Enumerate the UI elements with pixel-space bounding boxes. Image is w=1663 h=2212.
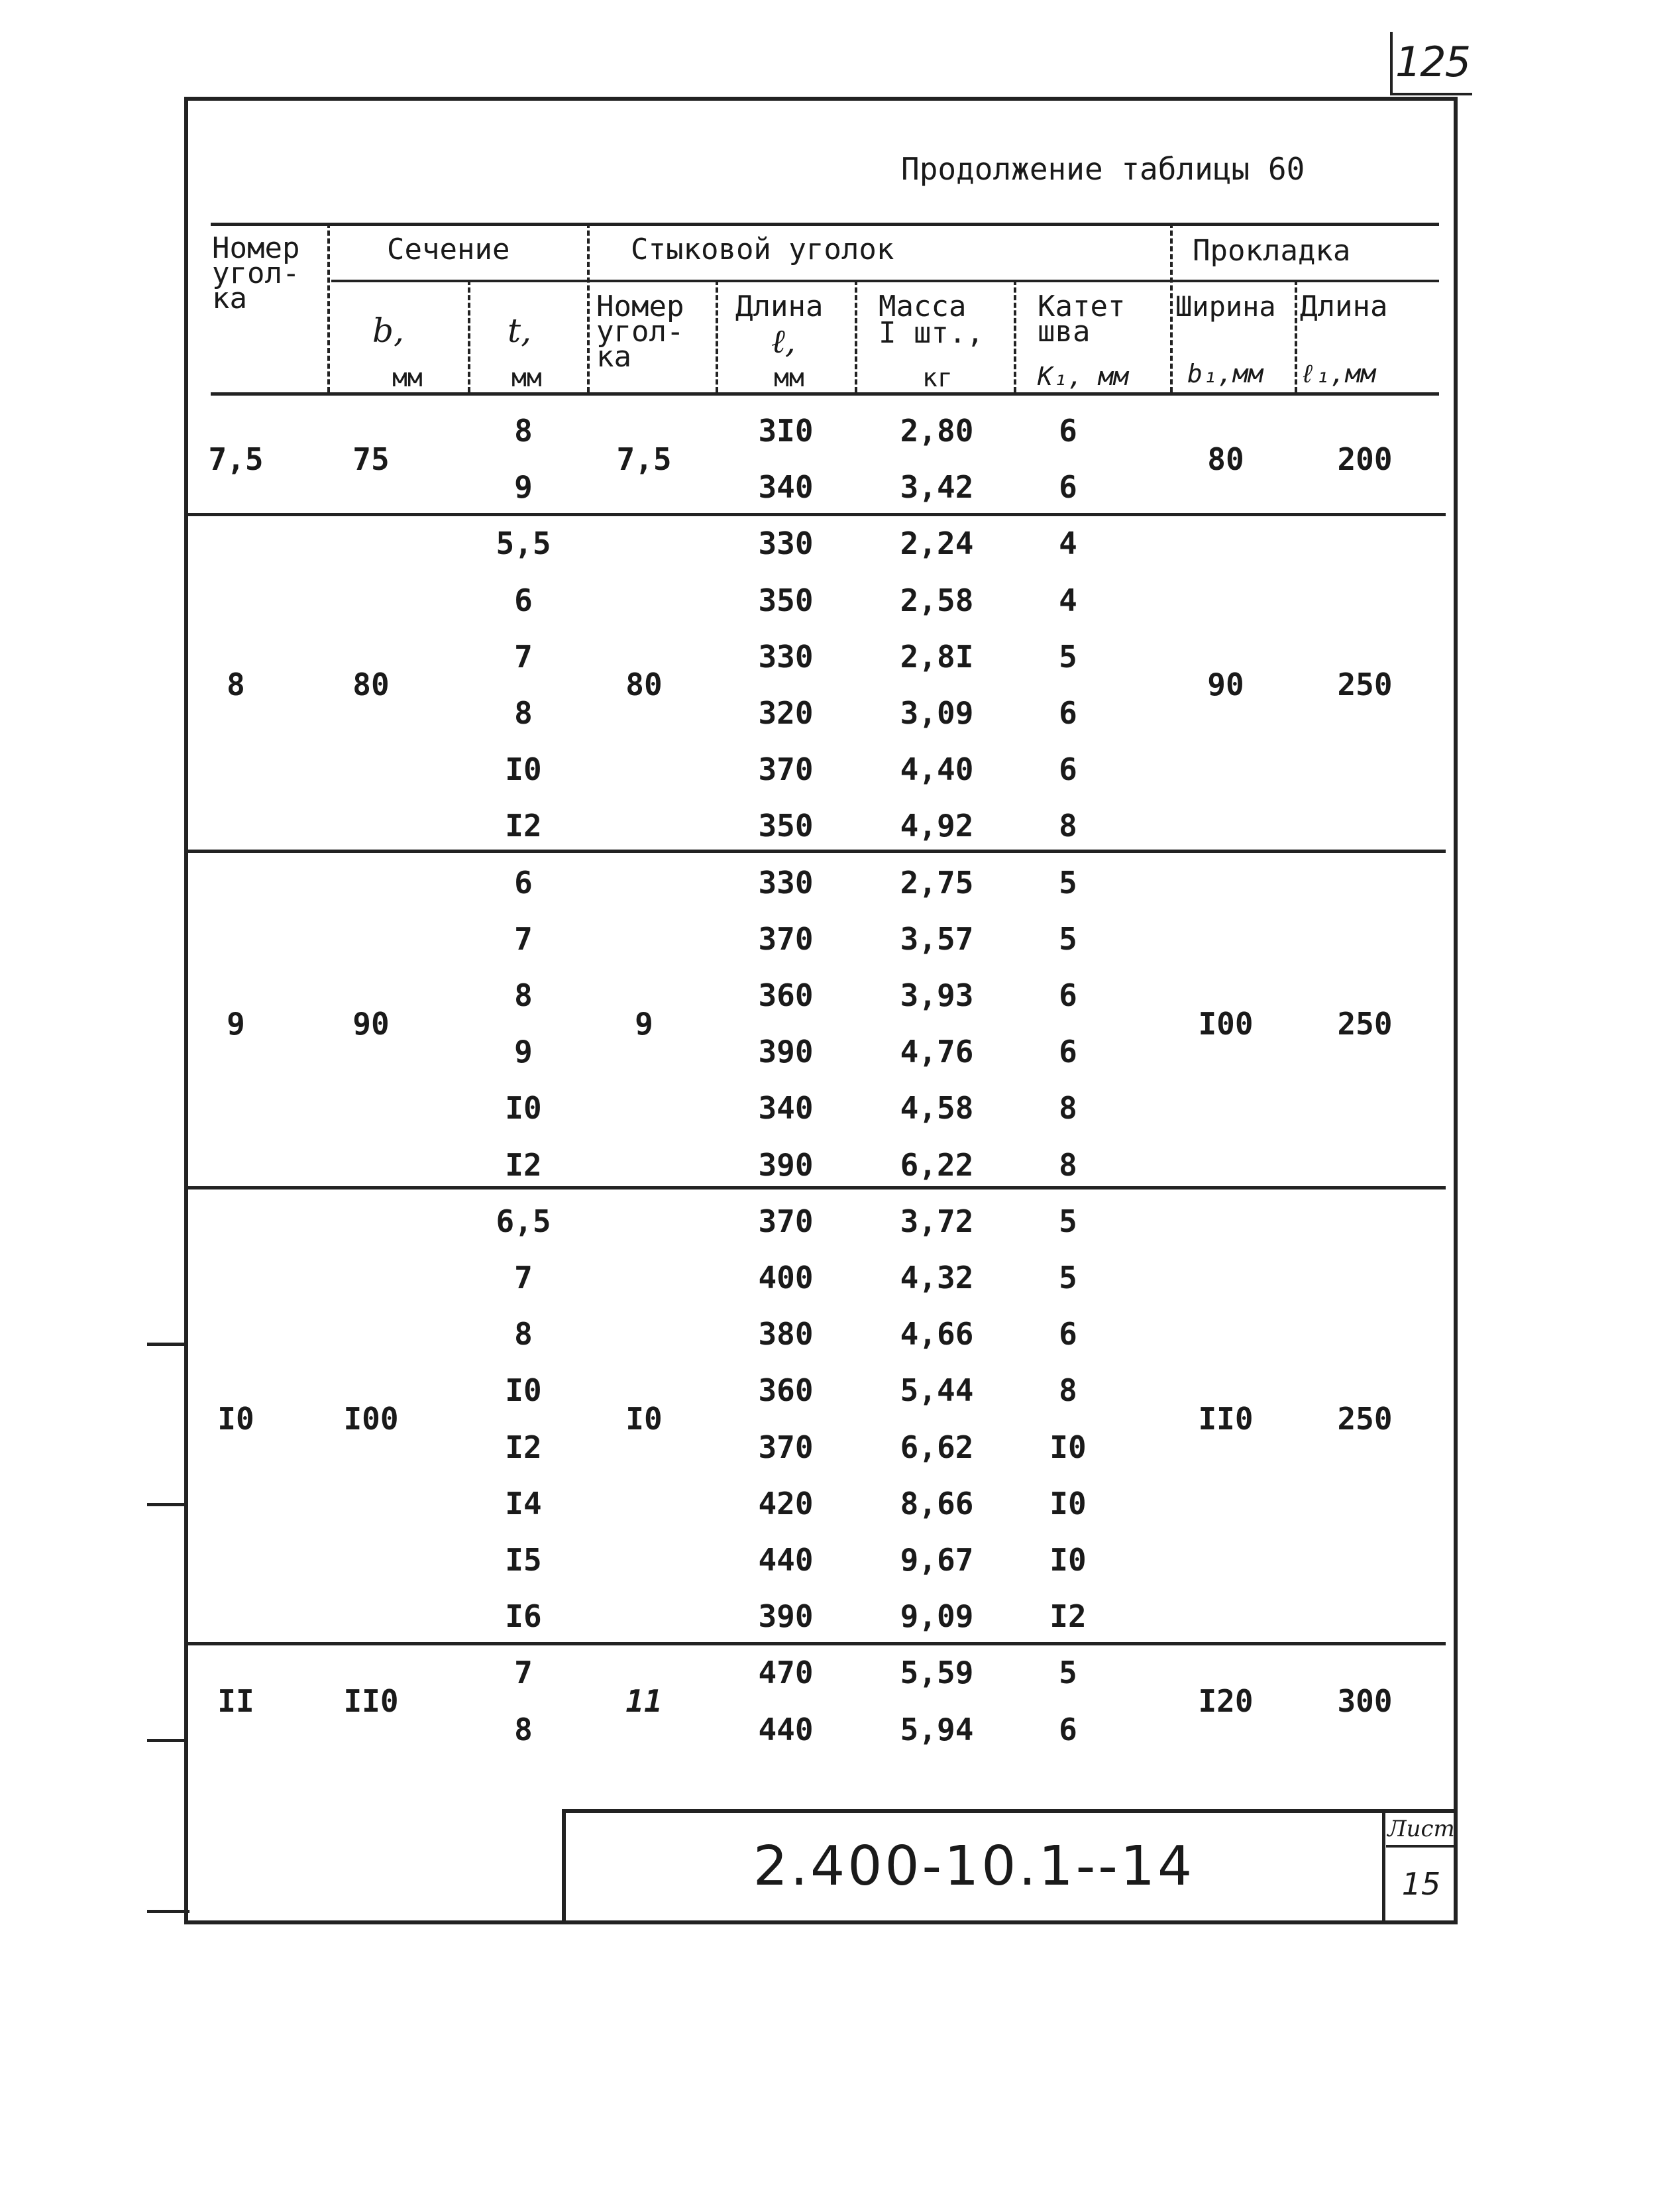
table-caption: Продолжение таблицы 60 — [901, 151, 1305, 187]
cell-length: 350 — [758, 582, 814, 618]
cell-t: 8 — [514, 695, 533, 731]
cell-group-number: 9 — [227, 1005, 245, 1042]
cell-length: 370 — [758, 751, 814, 788]
cell-mass: 2,24 — [900, 525, 974, 562]
cell-k: 5 — [1059, 1260, 1077, 1296]
cell-length: 370 — [758, 1429, 814, 1465]
cell-k: 5 — [1059, 1655, 1077, 1691]
margin-tick-2 — [147, 1503, 187, 1506]
cell-mass: 2,80 — [900, 413, 974, 449]
header-mass-unit: кг — [922, 363, 953, 392]
cell-group-joint-number: 80 — [625, 667, 663, 703]
group-separator-4 — [188, 1642, 1446, 1645]
cell-k: 8 — [1059, 808, 1077, 844]
cell-t: 6 — [514, 582, 533, 618]
page-number: 125 — [1390, 32, 1472, 95]
cell-t: I4 — [505, 1485, 542, 1521]
header-length-unit: мм — [774, 363, 804, 392]
cell-group-joint-number: 11 — [625, 1683, 663, 1719]
cell-t: I2 — [505, 1429, 542, 1465]
cell-group-b: 80 — [352, 667, 390, 703]
title-block — [562, 1809, 1458, 1920]
header-gasket-length-label: Длина — [1300, 290, 1388, 323]
cell-mass: 3,42 — [900, 469, 974, 506]
cell-group-joint-number: 9 — [635, 1005, 653, 1042]
header-length-label: Длина — [735, 290, 824, 323]
cell-k: 4 — [1059, 582, 1077, 618]
cell-mass: 4,66 — [900, 1316, 974, 1353]
col-divider-7 — [1170, 223, 1173, 392]
cell-mass: 3,09 — [900, 695, 974, 731]
header-top-rule — [211, 223, 1439, 226]
cell-k: 5 — [1059, 864, 1077, 901]
header-angle-number-2: угол- — [212, 256, 300, 290]
cell-length: 440 — [758, 1542, 814, 1578]
cell-mass: 6,22 — [900, 1146, 974, 1183]
cell-t: 9 — [514, 1034, 533, 1070]
header-length-symbol: ℓ, — [771, 322, 796, 360]
cell-k: 8 — [1059, 1090, 1077, 1127]
cell-k: 5 — [1059, 920, 1077, 957]
cell-mass: 2,75 — [900, 864, 974, 901]
col-divider-4 — [716, 280, 718, 392]
cell-k: 6 — [1059, 695, 1077, 731]
cell-length: 420 — [758, 1485, 814, 1521]
cell-mass: 4,58 — [900, 1090, 974, 1127]
cell-group-gasket-length: 250 — [1337, 1401, 1393, 1437]
cell-group-gasket-length: 200 — [1337, 441, 1393, 477]
group-separator-3 — [188, 1186, 1446, 1189]
cell-t: I0 — [505, 751, 542, 788]
cell-mass: 2,8I — [900, 638, 974, 675]
cell-t: 8 — [514, 1316, 533, 1353]
col-divider-8 — [1295, 280, 1297, 392]
cell-k: 5 — [1059, 638, 1077, 675]
col-divider-3 — [587, 223, 590, 392]
cell-k: 6 — [1059, 1316, 1077, 1353]
cell-length: 390 — [758, 1598, 814, 1635]
cell-group-joint-number: 7,5 — [616, 441, 672, 477]
cell-mass: 4,40 — [900, 751, 974, 788]
cell-mass: 5,94 — [900, 1711, 974, 1747]
cell-mass: 3,57 — [900, 920, 974, 957]
stamp-divider — [1382, 1813, 1385, 1920]
cell-k: I0 — [1049, 1542, 1087, 1578]
cell-group-b: I00 — [343, 1401, 399, 1437]
cell-length: 350 — [758, 808, 814, 844]
cell-length: 330 — [758, 525, 814, 562]
header-joint-number-2: угол- — [596, 315, 684, 349]
cell-group-b: 90 — [352, 1005, 390, 1042]
cell-t: I5 — [505, 1542, 542, 1578]
cell-mass: 2,58 — [900, 582, 974, 618]
col-divider-5 — [855, 280, 857, 392]
cell-group-gasket-length: 250 — [1337, 1005, 1393, 1042]
cell-k: 8 — [1059, 1146, 1077, 1183]
cell-k: 6 — [1059, 469, 1077, 506]
cell-k: 6 — [1059, 977, 1077, 1013]
margin-tick-4 — [147, 1910, 189, 1913]
cell-k: I2 — [1049, 1598, 1087, 1635]
cell-length: 320 — [758, 695, 814, 731]
cell-group-gasket-length: 250 — [1337, 667, 1393, 703]
cell-t: 7 — [514, 1655, 533, 1691]
cell-length: 340 — [758, 1090, 814, 1127]
cell-group-width: I00 — [1198, 1005, 1254, 1042]
cell-t: 6 — [514, 864, 533, 901]
cell-t: 8 — [514, 977, 533, 1013]
header-gasket: Прокладка — [1193, 234, 1351, 268]
header-b-symbol: b, — [372, 311, 404, 350]
col-divider-2 — [468, 280, 470, 392]
cell-group-b: 75 — [352, 441, 390, 477]
cell-t: 8 — [514, 413, 533, 449]
col-divider-6 — [1014, 280, 1016, 392]
header-bottom-rule — [211, 392, 1439, 396]
cell-t: I0 — [505, 1372, 542, 1409]
cell-group-width: 80 — [1207, 441, 1244, 477]
header-t-symbol: t, — [508, 311, 531, 350]
margin-tick-1 — [147, 1343, 187, 1346]
col-divider-1 — [327, 223, 330, 392]
cell-length: 370 — [758, 920, 814, 957]
cell-mass: 8,66 — [900, 1485, 974, 1521]
cell-length: 360 — [758, 977, 814, 1013]
cell-t: I2 — [505, 808, 542, 844]
cell-group-number: I0 — [217, 1401, 254, 1437]
margin-tick-3 — [147, 1739, 187, 1742]
cell-k: 8 — [1059, 1372, 1077, 1409]
cell-length: 360 — [758, 1372, 814, 1409]
header-angle-number-3: ка — [212, 282, 247, 315]
header-width-label: Ширина — [1175, 290, 1276, 323]
cell-mass: 9,09 — [900, 1598, 974, 1635]
cell-length: 440 — [758, 1711, 814, 1747]
cell-t: 7 — [514, 638, 533, 675]
cell-k: 4 — [1059, 525, 1077, 562]
cell-t: 7 — [514, 920, 533, 957]
cell-t: 6,5 — [496, 1203, 551, 1239]
cell-length: 340 — [758, 469, 814, 506]
header-b-unit: мм — [392, 363, 423, 392]
cell-mass: 5,59 — [900, 1655, 974, 1691]
cell-group-width: I20 — [1198, 1683, 1254, 1719]
header-sub-rule — [331, 280, 1439, 282]
cell-mass: 5,44 — [900, 1372, 974, 1409]
cell-length: 3I0 — [758, 413, 814, 449]
cell-mass: 4,76 — [900, 1034, 974, 1070]
cell-group-joint-number: I0 — [625, 1401, 663, 1437]
cell-mass: 4,92 — [900, 808, 974, 844]
cell-length: 370 — [758, 1203, 814, 1239]
cell-mass: 3,93 — [900, 977, 974, 1013]
header-weld-label-1: Катет — [1038, 290, 1126, 323]
header-mass-label-2: I шт., — [879, 316, 984, 350]
header-weld-unit: K₁, мм — [1038, 362, 1129, 391]
cell-mass: 9,67 — [900, 1542, 974, 1578]
header-t-unit: мм — [511, 363, 542, 392]
header-gasket-length-unit: ℓ₁,мм — [1300, 359, 1376, 388]
cell-group-width: II0 — [1198, 1401, 1254, 1437]
cell-group-b: II0 — [343, 1683, 399, 1719]
cell-group-width: 90 — [1207, 667, 1244, 703]
cell-length: 330 — [758, 864, 814, 901]
cell-group-number: 8 — [227, 667, 245, 703]
header-section: Сечение — [387, 233, 510, 266]
header-angle-number-1: Номер — [212, 231, 300, 265]
group-separator-2 — [188, 850, 1446, 853]
header-joint-angle: Стыковой уголок — [631, 233, 894, 266]
cell-length: 470 — [758, 1655, 814, 1691]
sheet-number: 15 — [1401, 1866, 1441, 1902]
cell-group-number: II — [217, 1683, 254, 1719]
cell-t: 5,5 — [496, 525, 551, 562]
cell-group-gasket-length: 300 — [1337, 1683, 1393, 1719]
header-weld-label-2: шва — [1038, 315, 1091, 349]
cell-k: 6 — [1059, 751, 1077, 788]
cell-k: 6 — [1059, 1711, 1077, 1747]
cell-t: 7 — [514, 1260, 533, 1296]
cell-t: I0 — [505, 1090, 542, 1127]
cell-length: 380 — [758, 1316, 814, 1353]
cell-k: 6 — [1059, 413, 1077, 449]
cell-k: 6 — [1059, 1034, 1077, 1070]
cell-k: 5 — [1059, 1203, 1077, 1239]
cell-t: 8 — [514, 1711, 533, 1747]
cell-k: I0 — [1049, 1429, 1087, 1465]
cell-mass: 6,62 — [900, 1429, 974, 1465]
header-joint-number-1: Номер — [596, 290, 684, 323]
group-separator-1 — [188, 513, 1446, 516]
cell-length: 390 — [758, 1146, 814, 1183]
header-width-unit: b₁,мм — [1187, 359, 1263, 388]
cell-length: 330 — [758, 638, 814, 675]
sheet-label: Лист — [1386, 1813, 1456, 1848]
cell-group-number: 7,5 — [208, 441, 264, 477]
cell-mass: 4,32 — [900, 1260, 974, 1296]
cell-length: 400 — [758, 1260, 814, 1296]
cell-k: I0 — [1049, 1485, 1087, 1521]
cell-length: 390 — [758, 1034, 814, 1070]
cell-t: I6 — [505, 1598, 542, 1635]
header-joint-number-3: ка — [596, 340, 631, 374]
header-mass-label-1: Масса — [879, 290, 967, 323]
cell-t: 9 — [514, 469, 533, 506]
cell-t: I2 — [505, 1146, 542, 1183]
cell-mass: 3,72 — [900, 1203, 974, 1239]
document-code: 2.400-10.1--14 — [753, 1835, 1195, 1898]
